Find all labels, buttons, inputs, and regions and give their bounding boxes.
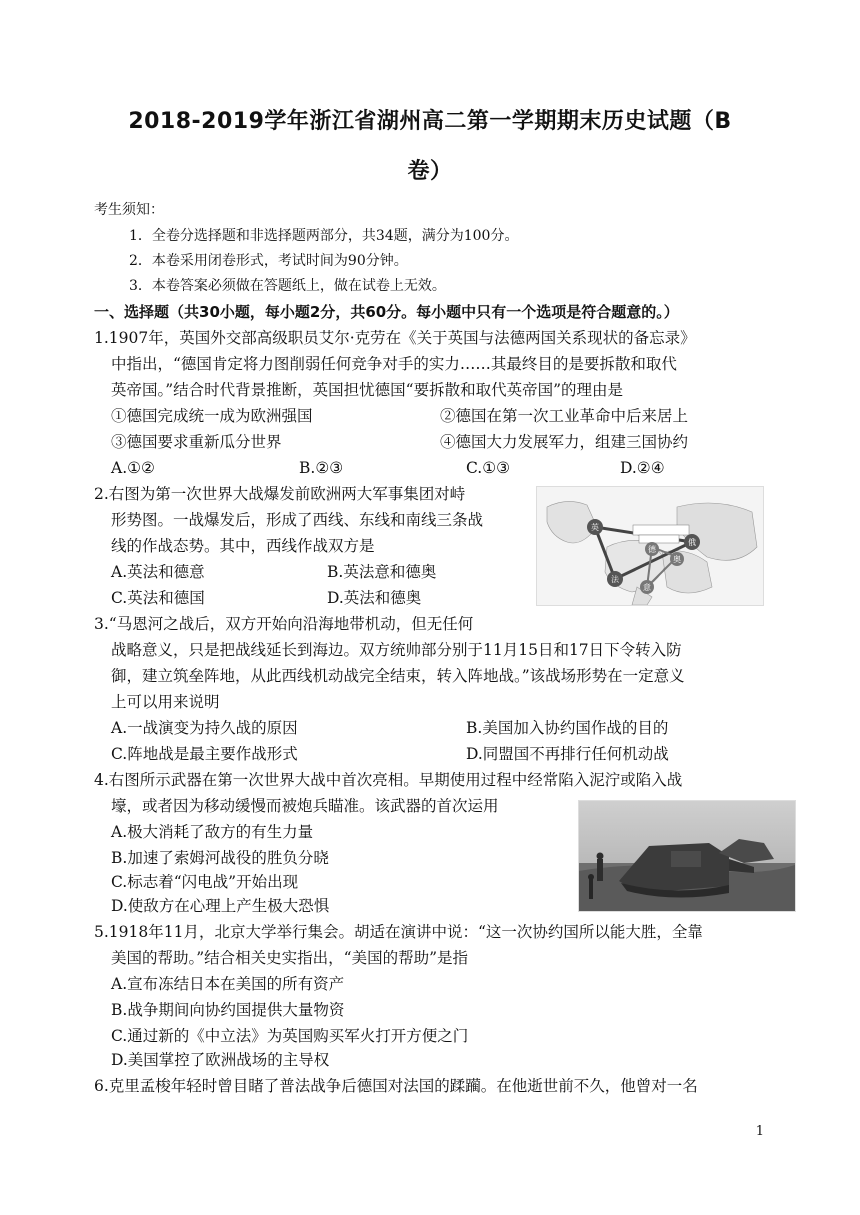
q1-option-a: A.①② [111, 459, 155, 477]
europe-alliance-map [536, 486, 764, 606]
q2-option-d: D.英法和德奥 [327, 589, 422, 607]
q1-line-2: 中指出，“德国肯定将力图削弱任何竞争对手的实力……其最终目的是要拆散和取代 [111, 355, 677, 373]
q5-option-a: A.宣布冻结日本在美国的所有资产 [111, 975, 345, 993]
q1-statement-4: ④德国大力发展军力，组建三国协约 [440, 433, 689, 451]
q1-line-1: 1.1907年，英国外交部高级职员艾尔·克劳在《关于英国与法德两国关系现状的备忘录》 [94, 329, 696, 347]
map-label-france: 法 [611, 575, 619, 584]
q1-line-3: 英帝国。”结合时代背景推断，英国担忧德国“要拆散和取代英帝国”的理由是 [111, 381, 624, 399]
q3-line-2: 战略意义，只是把战线延长到海边。双方统帅部分别于11月15日和17日下令转入防 [111, 641, 682, 659]
q4-line-2: 壕，或者因为移动缓慢而被炮兵瞄准。该武器的首次运用 [111, 797, 499, 815]
q3-option-a: A.一战演变为持久战的原因 [111, 719, 298, 737]
q1-option-c: C.①③ [466, 459, 511, 477]
map-label-britain: 英 [591, 523, 599, 532]
q4-option-a: A.极大消耗了敌方的有生力量 [111, 823, 314, 841]
exam-title-line2: 卷） [407, 159, 453, 184]
q3-line-3: 御，建立筑垒阵地，从此西线机动战完全结束，转入阵地战。”该战场形势在一定意义 [111, 667, 685, 685]
q3-option-d: D.同盟国不再排行任何机动战 [466, 745, 669, 763]
notice-heading: 考生须知： [94, 202, 164, 218]
q2-line-2: 形势图。一战爆发后，形成了西线、东线和南线三条战 [111, 511, 484, 529]
map-label-russia: 俄 [688, 538, 696, 547]
q2-line-3: 线的作战态势。其中，西线作战双方是 [111, 537, 375, 555]
q3-line-4: 上可以用来说明 [111, 693, 220, 711]
page-number: 1 [755, 1124, 764, 1139]
q1-option-d: D.②④ [620, 459, 665, 477]
q5-option-b: B.战争期间向协约国提供大量物资 [111, 1001, 345, 1019]
map-label-germany: 德 [648, 545, 656, 554]
map-label-austria: 奥 [673, 555, 681, 564]
q1-statement-1: ①德国完成统一成为欧洲强国 [111, 407, 313, 425]
q2-line-1: 2.右图为第一次世界大战爆发前欧洲两大军事集团对峙 [94, 485, 466, 503]
q6-line-1: 6.克里孟梭年轻时曾目睹了普法战争后德国对法国的蹂躏。在他逝世前不久，他曾对一名 [94, 1077, 698, 1095]
q4-option-c: C.标志着“闪电战”开始出现 [111, 873, 299, 891]
exam-title-line1: 2018-2019学年浙江省湖州高二第一学期期末历史试题（B [128, 109, 732, 134]
q1-statement-3: ③德国要求重新瓜分世界 [111, 433, 282, 451]
q5-line-2: 美国的帮助。”结合相关史实指出，“美国的帮助”是指 [111, 949, 469, 967]
q3-line-1: 3.“马恩河之战后，双方开始向沿海地带机动，但无任何 [94, 615, 474, 633]
section-heading: 一、选择题（共30小题，每小题2分，共60分。每小题中只有一个选项是符合题意的。） [94, 303, 679, 321]
q4-option-b: B.加速了索姆河战役的胜负分晓 [111, 849, 329, 867]
q4-option-d: D.使敌方在心理上产生极大恐惧 [111, 897, 330, 915]
q2-option-b: B.英法意和德奥 [327, 563, 437, 581]
q5-line-1: 5.1918年11月，北京大学举行集会。胡适在演讲中说：“这一次协约国所以能大胜，全靠 [94, 923, 703, 941]
q5-option-c: C.通过新的《中立法》为英国购买军火打开方便之门 [111, 1027, 469, 1045]
q2-option-c: C.英法和德国 [111, 589, 205, 607]
map-label-italy: 意 [643, 583, 651, 592]
q4-line-1: 4.右图所示武器在第一次世界大战中首次亮相。早期使用过程中经常陷入泥泞或陷入战 [94, 771, 683, 789]
q2-option-a: A.英法和德意 [111, 563, 205, 581]
notice-item-3: 3．本卷答案必须做在答题纸上，做在试卷上无效。 [129, 278, 446, 294]
tank-photo [578, 800, 796, 912]
q3-option-c: C.阵地战是最主要作战形式 [111, 745, 298, 763]
q3-option-b: B.美国加入协约国作战的目的 [466, 719, 669, 737]
q1-option-b: B.②③ [299, 459, 344, 477]
notice-item-1: 1．全卷分选择题和非选择题两部分，共34题，满分为100分。 [129, 228, 519, 244]
q1-statement-2: ②德国在第一次工业革命中后来居上 [440, 407, 689, 425]
notice-item-2: 2．本卷采用闭卷形式，考试时间为90分钟。 [129, 253, 408, 269]
q5-option-d: D.美国掌控了欧洲战场的主导权 [111, 1051, 330, 1069]
